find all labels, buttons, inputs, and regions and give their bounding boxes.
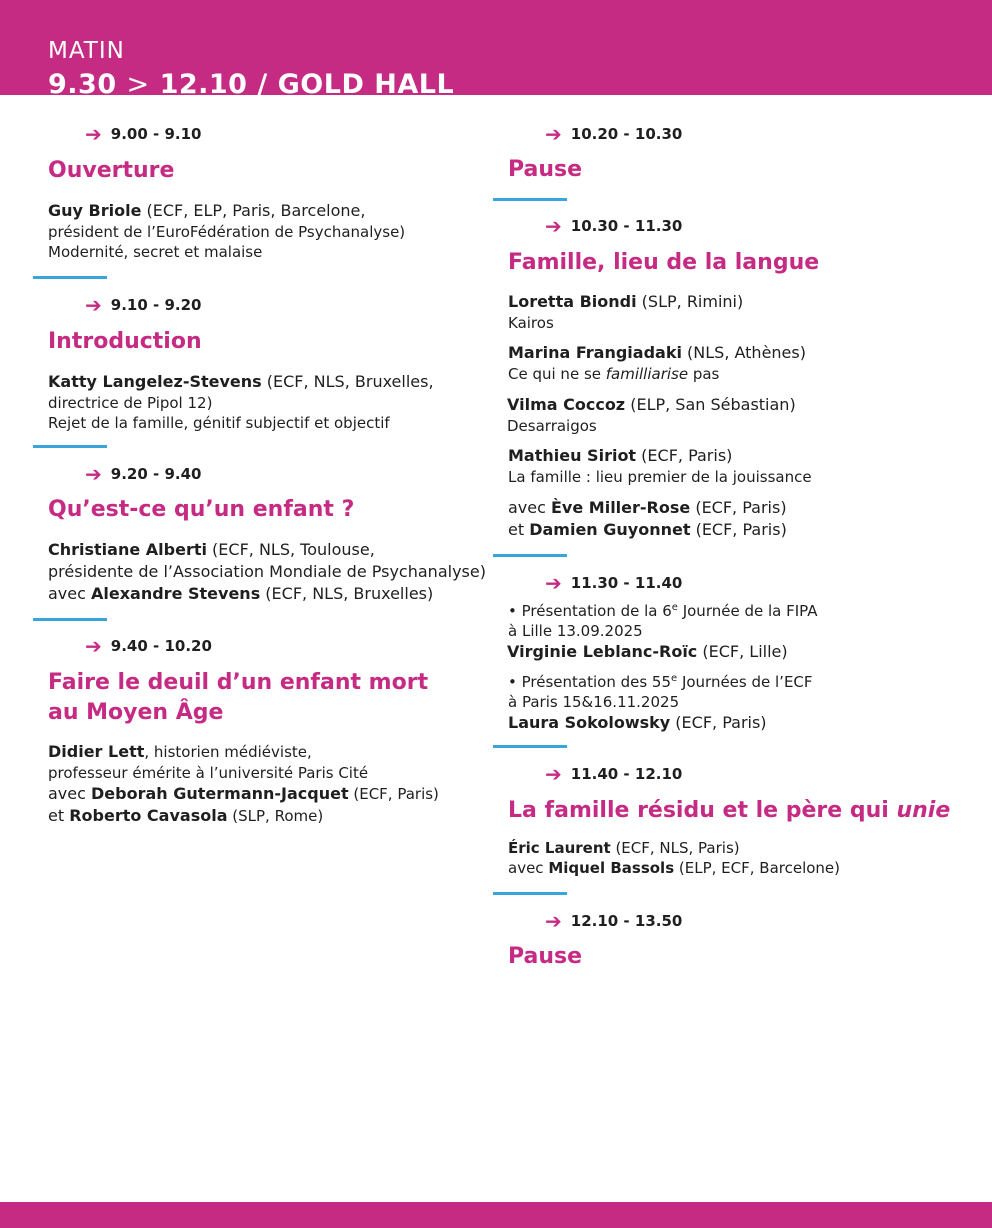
separator	[493, 554, 567, 557]
session-slot	[48, 69, 454, 100]
speaker-block: Guy Briole (ECF, ELP, Paris, Barcelone, président de l’EuroFédération de Psychanalyse) Modernité, secret et malaise	[48, 201, 406, 261]
time-slot: ➔ 10.30 - 11.30	[545, 214, 683, 238]
arrow-right-icon: ➔	[545, 122, 562, 146]
speaker-name: Miquel Bassols	[548, 859, 675, 877]
time-slot: ➔ 9.40 - 10.20	[85, 634, 212, 658]
speaker-block: Vilma Coccoz (ELP, San Sébastian) Desarraigos	[507, 395, 796, 435]
time-slot: ➔ 10.20 - 10.30	[545, 122, 683, 146]
speaker-block: Loretta Biondi (SLP, Rimini) Kairos	[508, 292, 744, 332]
speaker-block: Marina Frangiadaki (NLS, Athènes) Ce qui ne se familliarise pas	[508, 343, 806, 383]
speaker-name: Marina Frangiadaki	[508, 343, 682, 362]
arrow-right-icon: ➔	[85, 293, 102, 317]
separator	[493, 745, 567, 748]
time-slot: ➔ 9.10 - 9.20	[85, 293, 202, 317]
presentation-block: • Présentation de la 6e Journée de la FIPA à Lille 13.09.2025 Virginie Leblanc-Roïc (ECF, Lille)	[507, 602, 818, 661]
arrow-right-icon: ➔	[85, 122, 102, 146]
time-slot: ➔ 11.40 - 12.10	[545, 762, 683, 786]
arrow-right-icon: ➔	[545, 214, 562, 238]
session-title: La famille résidu et le père qui unie	[508, 798, 951, 823]
speaker-name: Katty Langelez-Stevens	[48, 372, 262, 391]
separator	[33, 276, 107, 279]
speaker-name: Roberto Cavasola	[69, 806, 228, 825]
time-slot: ➔ 11.30 - 11.40	[545, 571, 683, 595]
session-title: Introduction	[48, 329, 202, 354]
speaker-name: Virginie Leblanc-Roïc	[507, 642, 698, 661]
separator	[493, 198, 567, 201]
speaker-name: Didier Lett	[48, 742, 145, 761]
slot-start: 9.30	[48, 69, 117, 100]
time-slot: ➔ 12.10 - 13.50	[545, 909, 683, 933]
speaker-name: Vilma Coccoz	[507, 395, 626, 414]
session-title: Qu’est-ce qu’un enfant ?	[48, 497, 355, 522]
speaker-name: Mathieu Siriot	[508, 446, 637, 465]
header-banner	[0, 0, 992, 100]
speaker-name: Laura Sokolowsky	[508, 713, 671, 732]
slot-gt: >	[126, 69, 150, 100]
speaker-block: Mathieu Siriot (ECF, Paris) La famille : lieu premier de la jouissance	[508, 446, 812, 486]
session-title: Faire le deuil d’un enfant mort au Moyen Âge	[48, 670, 429, 725]
session-title: Pause	[508, 944, 583, 969]
arrow-right-icon: ➔	[545, 762, 562, 786]
separator	[33, 618, 107, 621]
arrow-right-icon: ➔	[85, 462, 102, 486]
presentation-block: • Présentation des 55e Journées de l’ECF à Paris 15&16.11.2025 Laura Sokolowsky (ECF, Paris)	[508, 673, 813, 732]
arrow-right-icon: ➔	[545, 571, 562, 595]
speaker-name: Guy Briole	[48, 201, 142, 220]
speaker-block: Éric Laurent (ECF, NLS, Paris) avec Miquel Bassols (ELP, ECF, Barcelone)	[508, 839, 841, 877]
speaker-block: Christiane Alberti (ECF, NLS, Toulouse, présidente de l’Association Mondiale de Psychanalyse) avec Alexandre Stevens (ECF, NLS, Bruxelles)	[48, 540, 486, 603]
speaker-name: Alexandre Stevens	[91, 584, 261, 603]
arrow-right-icon: ➔	[85, 634, 102, 658]
session-title: Ouverture	[48, 158, 175, 183]
session-title: Pause	[508, 157, 583, 182]
discussant-block: avec Ève Miller-Rose (ECF, Paris) et Damien Guyonnet (ECF, Paris)	[508, 498, 787, 539]
period-label: MATIN	[48, 38, 125, 64]
footer-band	[0, 1202, 992, 1228]
speaker-name: Éric Laurent	[508, 839, 611, 857]
speaker-name: Ève Miller-Rose	[551, 498, 691, 517]
speaker-name: Deborah Gutermann-Jacquet	[91, 784, 349, 803]
separator	[493, 892, 567, 895]
slot-end: 12.10 / GOLD HALL	[159, 69, 455, 100]
speaker-name: Loretta Biondi	[508, 292, 637, 311]
time-slot: ➔ 9.20 - 9.40	[85, 462, 202, 486]
session-title: Famille, lieu de la langue	[508, 250, 820, 275]
speaker-block: Didier Lett, historien médiéviste, professeur émérite à l’université Paris Cité avec Deborah Gutermann-Jacquet (ECF, Paris) et Roberto Cavasola (SLP, Rome)	[48, 742, 439, 825]
speaker-name: Damien Guyonnet	[529, 520, 691, 539]
speaker-name: Christiane Alberti	[48, 540, 207, 559]
time-slot: ➔ 9.00 - 9.10	[85, 122, 202, 146]
speaker-block: Katty Langelez-Stevens (ECF, NLS, Bruxelles, directrice de Pipol 12) Rejet de la famille, génitif subjectif et objectif	[48, 372, 434, 432]
arrow-right-icon: ➔	[545, 909, 562, 933]
separator	[33, 445, 107, 448]
